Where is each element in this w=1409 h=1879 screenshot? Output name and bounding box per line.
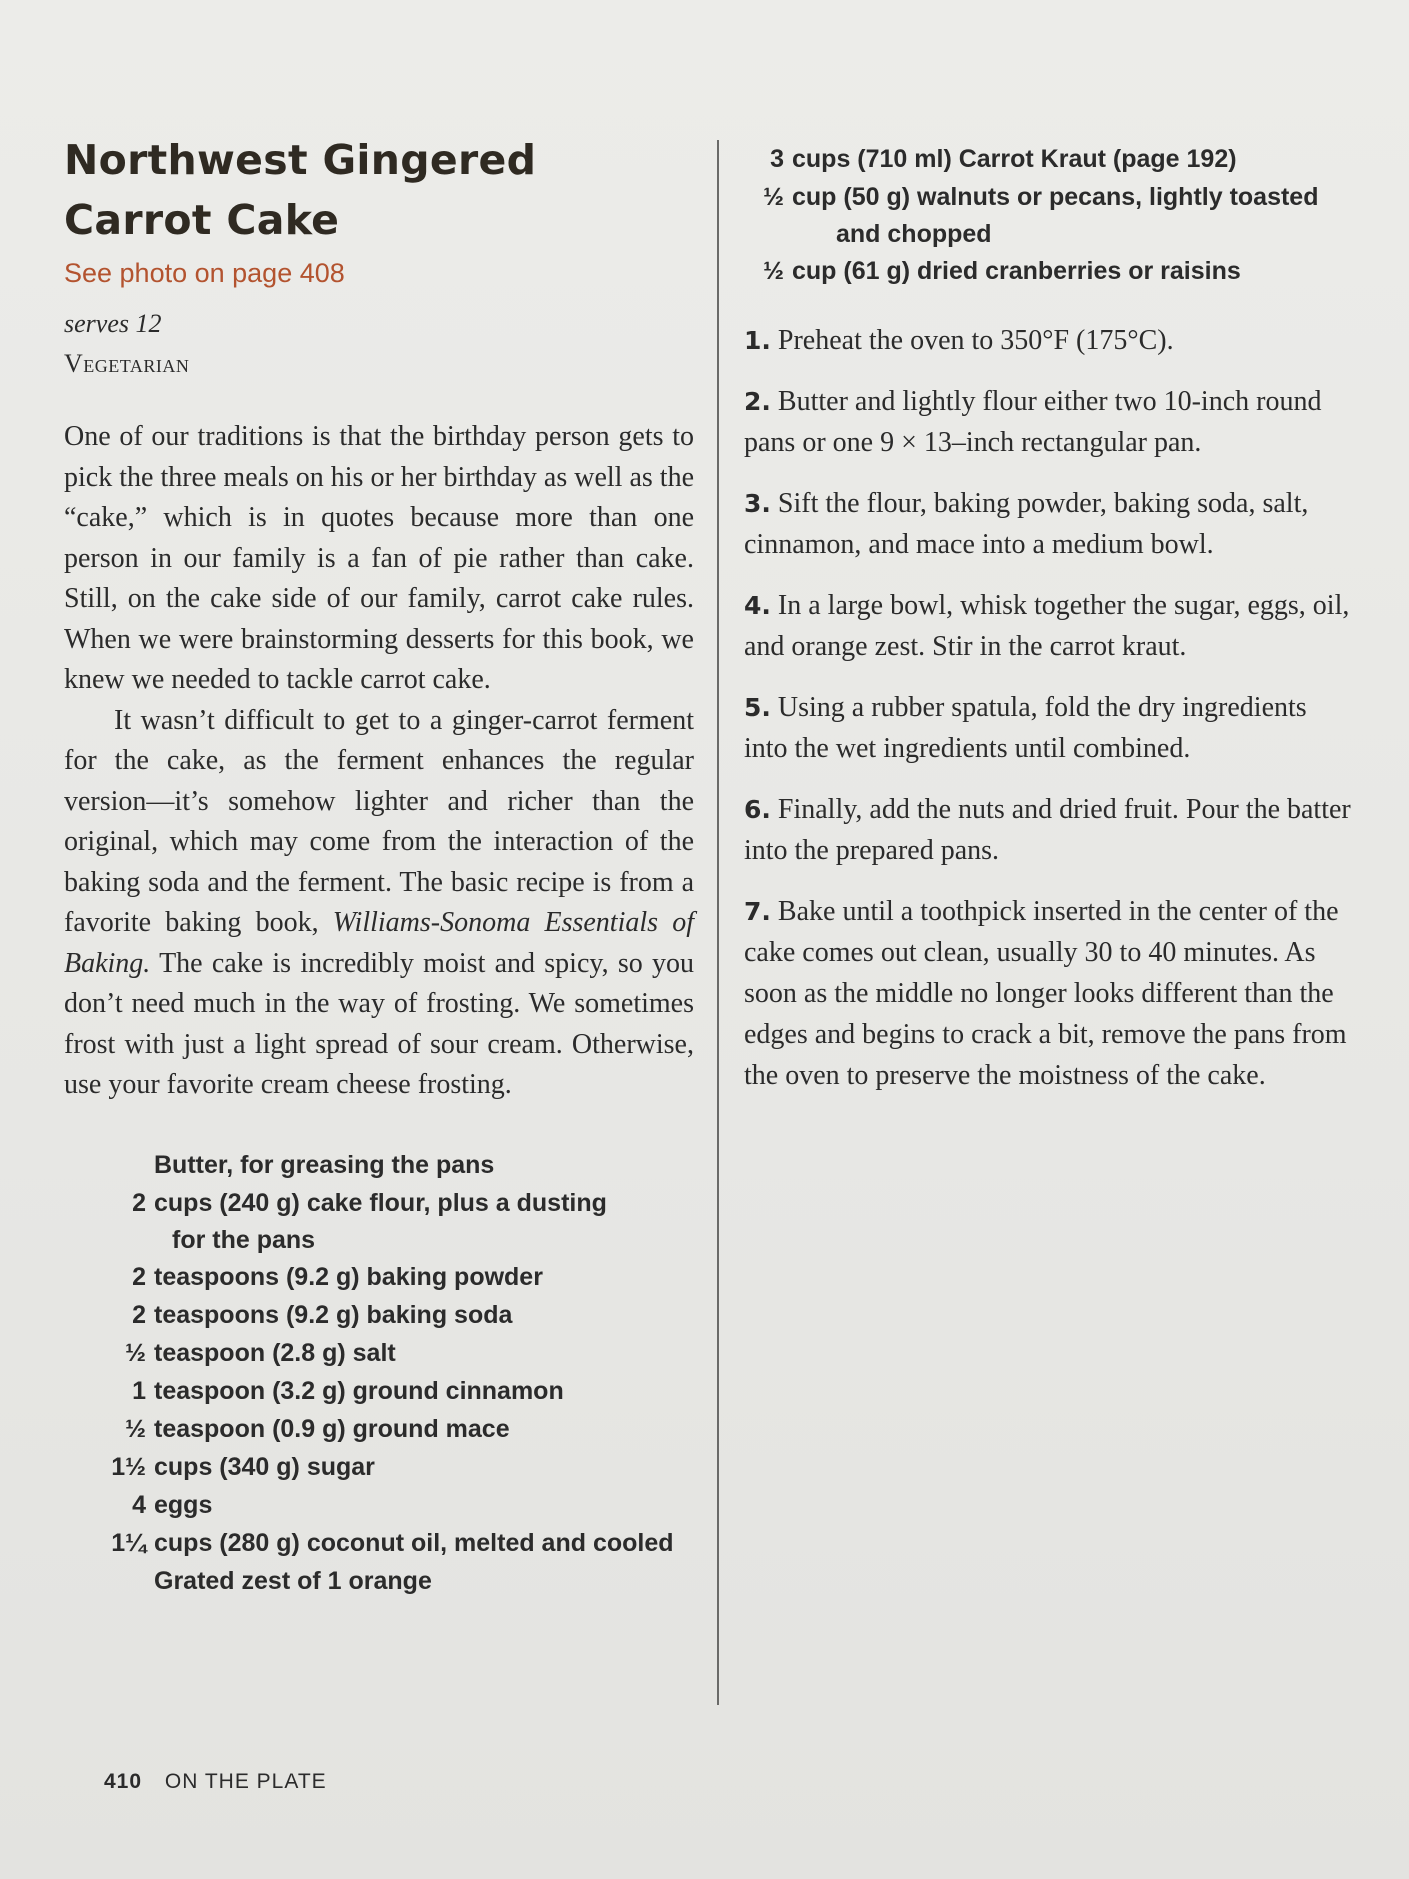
step-text: Preheat the oven to 350°F (175°C). bbox=[777, 325, 1174, 356]
ingredient-text: eggs bbox=[154, 1490, 213, 1519]
step-number: 7. bbox=[744, 897, 771, 926]
intro-p2-start: It wasn’t difficult to get to a ginger-carrot ferment for the cake, as the ferment enhances the regular version—it’s somehow lighter and richer than the original, which may come from the interaction of the baking soda and the ferment. The basic recipe is from a favorite baking book, bbox=[64, 704, 694, 938]
ingredient-text: teaspoon (0.9 g) ground mace bbox=[154, 1414, 510, 1443]
recipe-title bbox=[64, 130, 694, 250]
step-text: Finally, add the nuts and dried fruit. Pour the batter into the prepared pans. bbox=[744, 794, 1351, 866]
ingredient-item bbox=[64, 1258, 694, 1296]
intro-p2-end: The cake is incredibly moist and spicy, so you don’t need much in the way of frosting. We sometimes frost with just a light spread of sour cream. Otherwise, use your favorite cream cheese frosting. bbox=[64, 947, 694, 1100]
ingredient-text: cups (280 g) coconut oil, melted and cooled bbox=[154, 1528, 674, 1557]
ingredient-qty: 4 bbox=[132, 1490, 146, 1519]
section-name: ON THE PLATE bbox=[164, 1770, 327, 1793]
ingredient-qty: ½ bbox=[763, 257, 784, 285]
ingredients-list-right bbox=[744, 140, 1354, 290]
ingredient-item bbox=[64, 1448, 694, 1486]
column-divider bbox=[717, 140, 719, 1705]
ingredient-text: teaspoons (9.2 g) baking soda bbox=[154, 1300, 513, 1329]
ingredient-text: cups (710 ml) Carrot Kraut (page 192) bbox=[792, 145, 1237, 173]
ingredient-continuation bbox=[744, 216, 1354, 252]
intro-paragraph-1: One of our traditions is that the birthday person gets to pick the three meals on his or her birthday as well as the “cake,” which is in quotes because more than one person in our family is a fan of pie rather than cake. Still, on the cake side of our family, carrot cake rules. When we were brainstorming desserts for this book, we knew we needed to tackle carrot cake. bbox=[64, 421, 694, 695]
ingredient-qty bbox=[64, 1562, 154, 1600]
title-line-1: Northwest Gingered bbox=[64, 136, 537, 184]
step-number: 2. bbox=[744, 387, 771, 416]
ingredient-qty bbox=[64, 1146, 154, 1184]
ingredient-text: cup (50 g) walnuts or pecans, lightly toasted bbox=[792, 183, 1319, 211]
ingredient-text: teaspoons (9.2 g) baking powder bbox=[154, 1262, 543, 1291]
step-number: 5. bbox=[744, 693, 771, 722]
see-photo-reference: See photo on page 408 bbox=[64, 258, 345, 288]
step-4 bbox=[744, 585, 1354, 667]
step-text: In a large bowl, whisk together the sugar, eggs, oil, and orange zest. Stir in the carrot kraut. bbox=[744, 590, 1350, 662]
book-title: Williams-Sonoma Essentials of Baking. bbox=[64, 907, 694, 979]
recipe-intro bbox=[64, 417, 694, 1106]
step-text: Using a rubber spatula, fold the dry ingredients into the wet ingredients until combined. bbox=[744, 692, 1307, 764]
ingredient-qty: 1¼ bbox=[111, 1528, 146, 1557]
method-steps bbox=[744, 320, 1354, 1096]
right-column bbox=[744, 140, 1354, 1116]
ingredient-item bbox=[64, 1524, 694, 1562]
ingredient-qty: 3 bbox=[770, 145, 784, 173]
ingredient-qty: 2 bbox=[132, 1262, 146, 1291]
ingredient-item bbox=[744, 252, 1354, 290]
step-2 bbox=[744, 381, 1354, 463]
category-label: Vegetarian bbox=[64, 349, 190, 378]
serves-count: serves 12 bbox=[64, 309, 162, 338]
ingredient-item bbox=[64, 1184, 694, 1222]
ingredient-item bbox=[744, 178, 1354, 216]
ingredient-item bbox=[64, 1334, 694, 1372]
ingredient-qty: 1½ bbox=[111, 1452, 146, 1481]
ingredient-continuation bbox=[64, 1222, 694, 1258]
ingredient-qty: 1 bbox=[132, 1376, 146, 1405]
ingredient-qty: ½ bbox=[125, 1338, 146, 1367]
ingredient-item bbox=[64, 1562, 694, 1600]
ingredient-item bbox=[64, 1146, 694, 1184]
title-line-2: Carrot Cake bbox=[64, 196, 340, 244]
ingredient-item bbox=[64, 1372, 694, 1410]
ingredient-item bbox=[64, 1486, 694, 1524]
ingredient-qty: 2 bbox=[132, 1300, 146, 1329]
ingredient-item bbox=[64, 1296, 694, 1334]
ingredient-text: Grated zest of 1 orange bbox=[154, 1566, 432, 1595]
ingredient-text: teaspoon (2.8 g) salt bbox=[154, 1338, 396, 1367]
ingredient-text: Butter, for greasing the pans bbox=[154, 1150, 495, 1179]
ingredients-list-left bbox=[64, 1146, 694, 1600]
step-3 bbox=[744, 483, 1354, 565]
ingredient-text: cups (240 g) cake flour, plus a dusting bbox=[154, 1188, 607, 1217]
step-number: 1. bbox=[744, 326, 771, 355]
ingredient-item bbox=[744, 140, 1354, 178]
ingredient-text: and chopped bbox=[836, 220, 992, 248]
step-5 bbox=[744, 687, 1354, 769]
ingredient-qty: ½ bbox=[125, 1414, 146, 1443]
left-column bbox=[64, 130, 694, 1600]
step-6 bbox=[744, 789, 1354, 871]
ingredient-text: for the pans bbox=[172, 1225, 316, 1254]
step-text: Bake until a toothpick inserted in the center of the cake comes out clean, usually 30 to 40 minutes. As soon as the middle no longer looks different than the edges and begins to crack a bit, remove the pans from the oven to preserve the moistness of the cake. bbox=[744, 896, 1347, 1091]
ingredient-qty: 2 bbox=[132, 1188, 146, 1217]
ingredient-text: cups (340 g) sugar bbox=[154, 1452, 375, 1481]
step-text: Sift the flour, baking powder, baking soda, salt, cinnamon, and mace into a medium bowl. bbox=[744, 488, 1309, 560]
ingredient-item bbox=[64, 1410, 694, 1448]
page-number: 410 bbox=[104, 1770, 143, 1793]
step-1 bbox=[744, 320, 1354, 361]
step-number: 6. bbox=[744, 795, 771, 824]
ingredient-qty: ½ bbox=[763, 183, 784, 211]
ingredient-text: teaspoon (3.2 g) ground cinnamon bbox=[154, 1376, 564, 1405]
page-footer bbox=[104, 1770, 327, 1794]
ingredient-text: cup (61 g) dried cranberries or raisins bbox=[792, 257, 1241, 285]
intro-paragraph-2 bbox=[64, 701, 694, 1106]
step-7 bbox=[744, 891, 1354, 1096]
step-number: 4. bbox=[744, 591, 771, 620]
step-text: Butter and lightly flour either two 10-inch round pans or one 9 × 13–inch rectangular pan. bbox=[744, 386, 1322, 458]
step-number: 3. bbox=[744, 489, 771, 518]
